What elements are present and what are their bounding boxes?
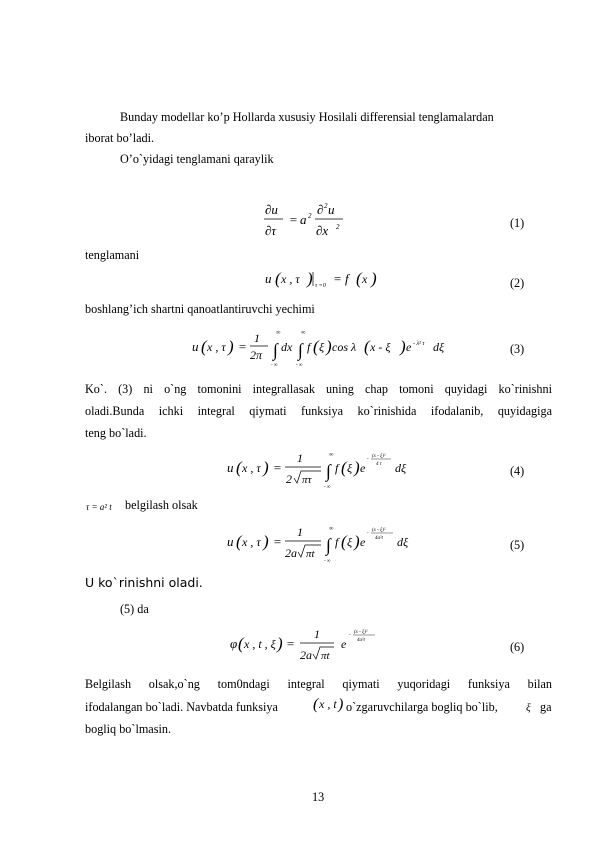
svg-text:(: ( bbox=[341, 532, 347, 551]
inline-xi-symbol: ξ bbox=[526, 702, 531, 714]
paragraph-ko-line1: Ko`. (3) ni o`ng tomonini integrallasak uning chap tomoni quyidagi ko`rinishni bbox=[85, 382, 552, 396]
eq5-xi: ξ bbox=[347, 535, 353, 549]
eq3-dx: dx bbox=[281, 340, 293, 354]
eq3-int2-lower: - ∞ bbox=[296, 363, 303, 368]
svg-text:∫: ∫ bbox=[298, 340, 303, 360]
eq5-e: e bbox=[360, 535, 366, 549]
eq4-int-lower: - ∞ bbox=[324, 485, 331, 490]
inline-xi bbox=[525, 699, 537, 720]
eq3-int1-lower: - ∞ bbox=[271, 363, 278, 368]
equation-number-2: (2) bbox=[510, 276, 525, 290]
eq5-frac-den: 2a bbox=[285, 546, 297, 560]
svg-text:(: ( bbox=[364, 337, 370, 356]
eq1-coef-power: 2 bbox=[308, 212, 312, 220]
eq1-rhs-den-power: 2 bbox=[336, 223, 340, 231]
eq5-dxi: dξ bbox=[397, 535, 409, 549]
text-boshlang: boshlang’ich shartni qanoatlantiruvchi yechimi bbox=[85, 302, 315, 316]
eq3-cos-lambda: cos λ bbox=[332, 340, 357, 354]
svg-text:(: ( bbox=[341, 458, 347, 477]
eq5-args: x , τ bbox=[242, 535, 261, 549]
svg-text:(: ( bbox=[275, 269, 281, 288]
eq6-equals: = bbox=[286, 636, 295, 651]
svg-text:): ) bbox=[277, 634, 283, 653]
inline-function-args bbox=[312, 694, 346, 721]
eq4-frac-den: 2 bbox=[286, 472, 292, 486]
eq4-int-upper: ∞ bbox=[329, 452, 334, 458]
eq6-lhs: φ bbox=[230, 636, 238, 651]
svg-text:∫: ∫ bbox=[273, 340, 278, 360]
eq2-lhs: u bbox=[265, 271, 272, 286]
paragraph-belgilash-line1: Belgilash olsak,o`ng tom0ndagi integral qiymati yuqoridagi funksiya bilan bbox=[85, 677, 552, 691]
eq3-dxi: dξ bbox=[433, 340, 445, 354]
svg-text:∫: ∫ bbox=[326, 461, 331, 481]
paragraph-consider: O’o`yidagi tenglamani qaraylik bbox=[120, 152, 274, 166]
eq5-equals: = bbox=[273, 534, 282, 549]
eq3-frac-den: 2π bbox=[250, 348, 263, 362]
equation-number-6: (6) bbox=[510, 640, 525, 654]
svg-text:(: ( bbox=[236, 532, 242, 551]
paragraph-intro-line2: iborat bo’ladi. bbox=[85, 131, 155, 145]
eq5-frac-num: 1 bbox=[297, 525, 303, 539]
eq4-frac-num: 1 bbox=[297, 451, 303, 465]
equation-3 bbox=[190, 326, 460, 375]
svg-text:): ) bbox=[400, 337, 406, 356]
svg-text:): ) bbox=[371, 269, 377, 288]
svg-text:-: - bbox=[349, 633, 351, 638]
eq3-xi: ξ bbox=[319, 340, 325, 354]
svg-text:(: ( bbox=[313, 337, 319, 356]
eq5-int-upper: ∞ bbox=[329, 526, 334, 532]
eq6-args: x , t , ξ bbox=[244, 637, 276, 651]
eq4-args: x , τ bbox=[242, 461, 261, 475]
eq2-args: x , τ bbox=[281, 272, 300, 286]
svg-text:): ) bbox=[354, 458, 360, 477]
eq6-frac-den: 2a bbox=[300, 648, 312, 662]
eq1-lhs-numerator: ∂u bbox=[265, 202, 278, 217]
text-belgilash-olsak: belgilash olsak bbox=[125, 498, 198, 512]
eq6-exp-num: (x - ξ)² bbox=[354, 630, 368, 635]
svg-text:(: ( bbox=[201, 337, 207, 356]
eq5-lhs: u bbox=[227, 534, 234, 549]
svg-text:-: - bbox=[367, 531, 369, 536]
eq3-diff: x - ξ bbox=[370, 340, 391, 354]
eq2-subscript: τ =0 bbox=[315, 283, 326, 289]
equation-4 bbox=[225, 448, 425, 499]
paragraph-belgilash-line2-b: o`zgaruvchilarga bogliq bo`lib, bbox=[346, 700, 498, 714]
eq5-sqrt: πt bbox=[306, 548, 315, 560]
svg-text:): ) bbox=[326, 337, 332, 356]
eq6-e: e bbox=[341, 637, 347, 651]
eq5-f: f bbox=[335, 535, 339, 549]
paragraph-belgilash-line2-c: ga bbox=[540, 700, 552, 714]
eq3-args: x , τ bbox=[207, 340, 226, 354]
eq4-xi: ξ bbox=[347, 461, 353, 475]
equation-5 bbox=[225, 522, 425, 573]
equation-1 bbox=[255, 200, 365, 249]
svg-text:(: ( bbox=[356, 269, 362, 288]
eq4-dxi: dξ bbox=[395, 461, 407, 475]
eq4-exp-num: (x - ξ)² bbox=[372, 454, 386, 459]
text-five-da: (5) da bbox=[120, 602, 149, 616]
eq1-rhs-var: u bbox=[328, 202, 335, 217]
svg-text:): ) bbox=[307, 269, 313, 288]
eq1-lhs-denominator: ∂τ bbox=[265, 223, 277, 238]
svg-text:(: ( bbox=[238, 634, 244, 653]
equation-number-3: (3) bbox=[510, 342, 525, 356]
eq3-int1-upper: ∞ bbox=[276, 330, 281, 336]
eq3-lhs: u bbox=[192, 339, 199, 354]
eq3-e: e bbox=[406, 340, 412, 354]
paragraph-belgilash-line2-a: ifodalangan bo`ladi. Navbatda funksiya bbox=[85, 700, 278, 714]
paragraph-ko-line2: oladi.Bunda ichki integral qiymati funksiya ko`rinishida ifodalanib, quyidagiga bbox=[85, 404, 552, 418]
paragraph-ko-line3: teng bo`ladi. bbox=[85, 426, 147, 440]
eq5-exp-num: (x - ξ)² bbox=[372, 528, 386, 533]
eq3-int2-upper: ∞ bbox=[301, 330, 306, 336]
inline-func-vars: x , t bbox=[319, 697, 337, 711]
equation-6 bbox=[228, 624, 398, 675]
svg-text:∂τ bbox=[265, 223, 277, 238]
equation-number-4: (4) bbox=[510, 464, 525, 478]
eq5-int-lower: - ∞ bbox=[324, 559, 331, 564]
page-number: 13 bbox=[312, 790, 325, 804]
equation-number-1: (1) bbox=[510, 216, 525, 230]
svg-text:): ) bbox=[263, 458, 269, 477]
eq4-sqrt: πτ bbox=[302, 474, 312, 486]
eq1-coef: a bbox=[300, 212, 307, 227]
svg-text:-: - bbox=[367, 457, 369, 462]
tau-def-formula: τ = a² t bbox=[86, 502, 112, 512]
equation-number-5: (5) bbox=[510, 538, 525, 552]
eq1-equals: = bbox=[289, 212, 298, 227]
eq2-rhs: = f bbox=[333, 271, 349, 286]
eq3-equals: = bbox=[238, 339, 247, 354]
eq3-frac-num: 1 bbox=[254, 331, 260, 345]
tau-definition bbox=[85, 498, 125, 519]
svg-text:(: ( bbox=[313, 696, 319, 713]
eq1-rhs-denominator: ∂x bbox=[316, 223, 329, 238]
eq3-exponent: - λ² τ bbox=[413, 341, 425, 347]
svg-text:): ) bbox=[263, 532, 269, 551]
svg-text:∂u bbox=[265, 202, 278, 217]
svg-text:∫: ∫ bbox=[326, 535, 331, 555]
eq1-rhs-partial: ∂ bbox=[317, 202, 324, 217]
eq6-frac-num: 1 bbox=[314, 627, 320, 641]
eq4-exp-den: 4 τ bbox=[376, 462, 382, 467]
eq5-exp-den: 4a²t bbox=[375, 536, 383, 541]
svg-text:): ) bbox=[354, 532, 360, 551]
heading-u-korinishi: U ko`rinishni oladi. bbox=[85, 575, 203, 590]
eq4-e: e bbox=[360, 461, 366, 475]
svg-text:): ) bbox=[228, 337, 234, 356]
svg-text:): ) bbox=[338, 696, 344, 713]
eq1-rhs-power: 2 bbox=[324, 202, 328, 210]
paragraph-belgilash-line3: bogliq bo`lmasin. bbox=[85, 722, 171, 736]
paragraph-intro-line1: Bunday modellar ko’p Hollarda xususiy Hosilali differensial tenglamalardan bbox=[120, 110, 494, 124]
eq4-f: f bbox=[335, 461, 339, 475]
eq3-f: f bbox=[307, 340, 311, 354]
eq6-sqrt: πt bbox=[321, 650, 330, 662]
eq6-exp-den: 4a²t bbox=[357, 638, 365, 643]
svg-text:(: ( bbox=[236, 458, 242, 477]
text-tenglamani: tenglamani bbox=[85, 248, 140, 262]
eq4-equals: = bbox=[273, 460, 282, 475]
eq4-lhs: u bbox=[227, 460, 234, 475]
equation-2 bbox=[263, 266, 393, 297]
eq2-rhs-arg: x bbox=[362, 272, 368, 286]
